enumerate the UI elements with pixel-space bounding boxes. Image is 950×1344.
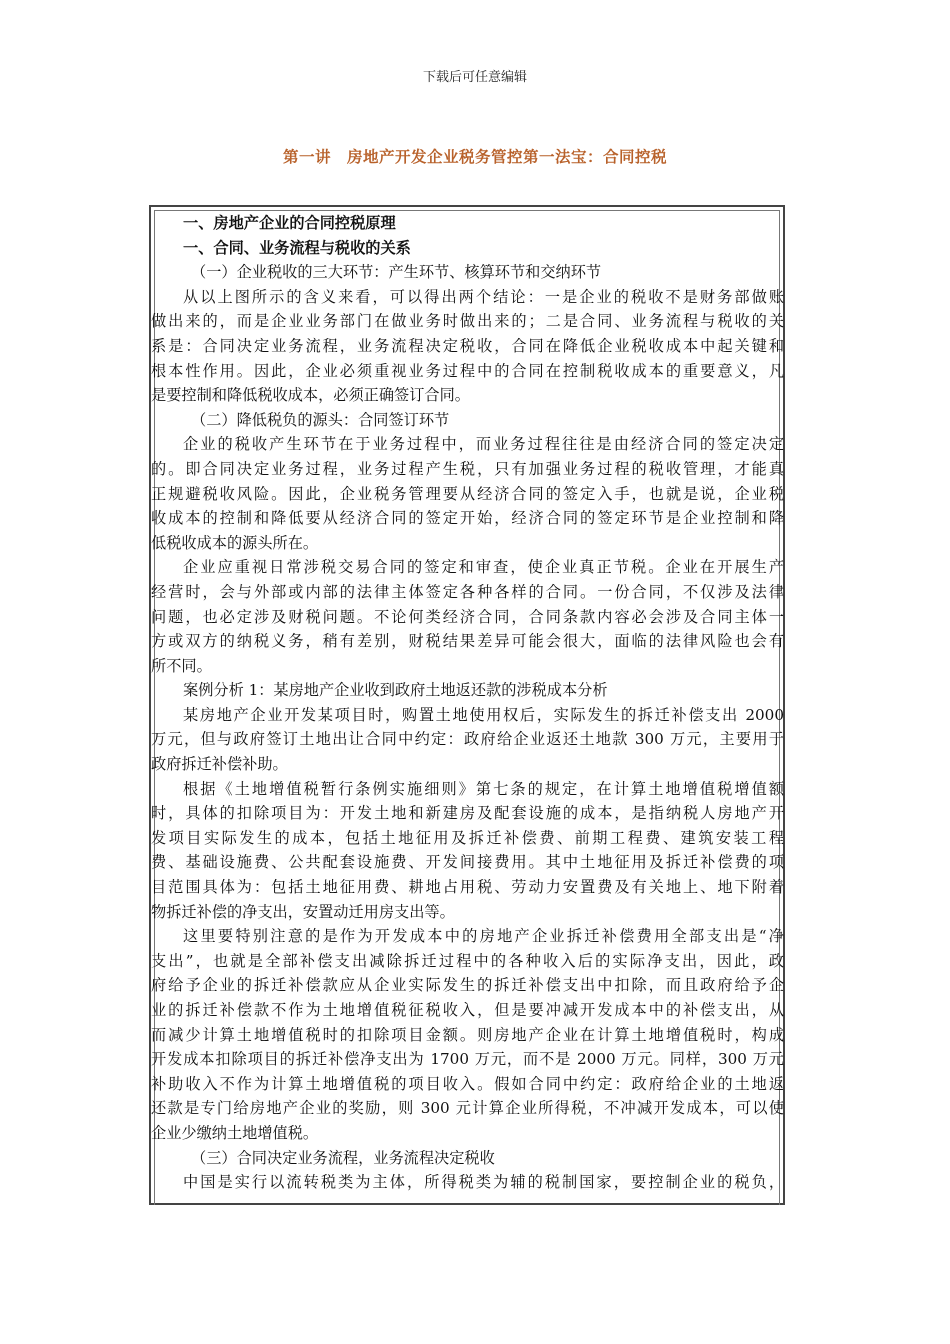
paragraph-line: 万元，但与政府签订土地出让合同中约定：政府给企业返还土地款 300 万元，主要用于 bbox=[151, 730, 784, 749]
paragraph-line: 政府拆迁补偿补助。 bbox=[151, 755, 288, 774]
paragraph-line: 中国是实行以流转税类为主体，所得税类为辅的税制国家，要控制企业的税负， bbox=[183, 1173, 784, 1192]
document-body bbox=[151, 211, 784, 1195]
paragraph-line: 某房地产企业开发某项目时，购置土地使用权后，实际发生的拆迁补偿支出 2000 bbox=[183, 705, 784, 724]
paragraph-line: 经营时，会与外部或内部的法律主体签定各种各样的合同。一份合同，不仅涉及法律 bbox=[151, 582, 784, 601]
paragraph-line: 业的拆迁补偿款不作为土地增值税征税收入，但是要冲减开发成本中的补偿支出，从 bbox=[151, 1001, 784, 1019]
page-header-note: 下载后可任意编辑 bbox=[422, 70, 527, 85]
subsection-heading: （一）企业税收的三大环节：产生环节、核算环节和交纳环节 bbox=[191, 263, 602, 282]
paragraph-line: 根本性作用。因此，企业必须重视业务过程中的合同在控制税收成本的重要意义，凡 bbox=[151, 361, 784, 380]
paragraph-line: 发项目实际发生的成本，包括土地征用及拆迁补偿费、前期工程费、建筑安装工程 bbox=[151, 828, 784, 847]
paragraph-line: 根据《土地增值税暂行条例实施细则》第七条的规定，在计算土地增值税增值额 bbox=[183, 779, 784, 798]
paragraph-line: 企业少缴纳土地增值税。 bbox=[151, 1123, 319, 1142]
paragraph-line: 开发成本扣除项目的拆迁补偿净支出为 1700 万元，而不是 2000 万元。同样，300 万元 bbox=[151, 1050, 784, 1069]
paragraph-line: 而减少计算土地增值税时的扣除项目金额。则房地产企业在计算土地增值税时，构成 bbox=[151, 1025, 784, 1044]
paragraph-line: 从以上图所示的含义来看，可以得出两个结论：一是企业的税收不是财务部做账 bbox=[183, 287, 784, 306]
paragraph-line: 企业应重视日常涉税交易合同的签定和审查，使企业真正节税。企业在开展生产 bbox=[183, 558, 784, 577]
paragraph-line: 企业的税收产生环节在于业务过程中，而业务过程往往是由经济合同的签定决定 bbox=[183, 435, 784, 454]
paragraph-line: 做出来的，而是企业业务部门在做业务时做出来的；二是合同、业务流程与税收的关 bbox=[151, 312, 784, 331]
paragraph-line: 系是：合同决定业务流程，业务流程决定税收，合同在降低企业税收成本中起关键和 bbox=[151, 336, 784, 355]
paragraph-line: 目范围具体为：包括土地征用费、耕地占用税、劳动力安置费及有关地上、地下附着 bbox=[151, 878, 784, 897]
section-heading: 一、合同、业务流程与税收的关系 bbox=[183, 238, 411, 257]
paragraph-line: 时，具体的扣除项目为：开发土地和新建房及配套设施的成本，是指纳税人房地产开 bbox=[151, 804, 784, 823]
paragraph-line: 这里要特别注意的是作为开发成本中的房地产企业拆迁补偿费用全部支出是“净 bbox=[183, 927, 784, 946]
paragraph-line: 补助收入不作为计算土地增值税的项目收入。假如合同中约定：政府给企业的土地返 bbox=[151, 1074, 784, 1093]
section-heading: 一、房地产企业的合同控税原理 bbox=[183, 214, 396, 232]
paragraph-line: 费、基础设施费、公共配套设施费、开发间接费用。其中土地征用及拆迁补偿费的项 bbox=[151, 853, 784, 872]
paragraph-line: 低税收成本的源头所在。 bbox=[151, 533, 319, 552]
lecture-title: 第一讲 房地产开发企业税务管控第一法宝：合同控税 bbox=[282, 148, 667, 166]
paragraph-line: 还款是专门给房地产企业的奖励，则 300 元计算企业所得税，不冲减开发成本，可以使 bbox=[151, 1099, 784, 1118]
paragraph-line: 府给予企业的拆迁补偿款应从企业实际发生的拆迁补偿支出中扣除，而且政府给予企 bbox=[151, 976, 784, 995]
paragraph-line: 物拆迁补偿的净支出，安置动迁用房支出等。 bbox=[151, 902, 455, 921]
paragraph-line: 是要控制和降低税收成本，必须正确签订合同。 bbox=[151, 386, 470, 405]
paragraph-line: 收成本的控制和降低要从经济合同的签定开始，经济合同的签定环节是企业控制和降 bbox=[151, 509, 784, 528]
paragraph-line: 案例分析 1：某房地产企业收到政府土地返还款的涉税成本分析 bbox=[183, 681, 608, 700]
paragraph-line: 的。即合同决定业务过程，业务过程产生税，只有加强业务过程的税收管理，才能真 bbox=[151, 459, 784, 478]
subsection-heading: （三）合同决定业务流程，业务流程决定税收 bbox=[191, 1148, 495, 1167]
paragraph-line: 所不同。 bbox=[151, 656, 212, 675]
paragraph-line: 正规避税收风险。因此，企业税务管理要从经济合同的签定入手，也就是说，企业税 bbox=[151, 484, 784, 503]
paragraph-line: 支出”，也就是全部补偿支出减除拆迁过程中的各种收入后的实际净支出，因此，政 bbox=[151, 951, 784, 970]
paragraph-line: 方或双方的纳税义务，稍有差别，财税结果差异可能会很大，面临的法律风险也会有 bbox=[151, 632, 784, 651]
subsection-heading: （二）降低税负的源头：合同签订环节 bbox=[191, 410, 450, 429]
paragraph-line: 问题，也必定涉及财税问题。不论何类经济合同，合同条款内容必会涉及合同主体一 bbox=[151, 607, 784, 626]
